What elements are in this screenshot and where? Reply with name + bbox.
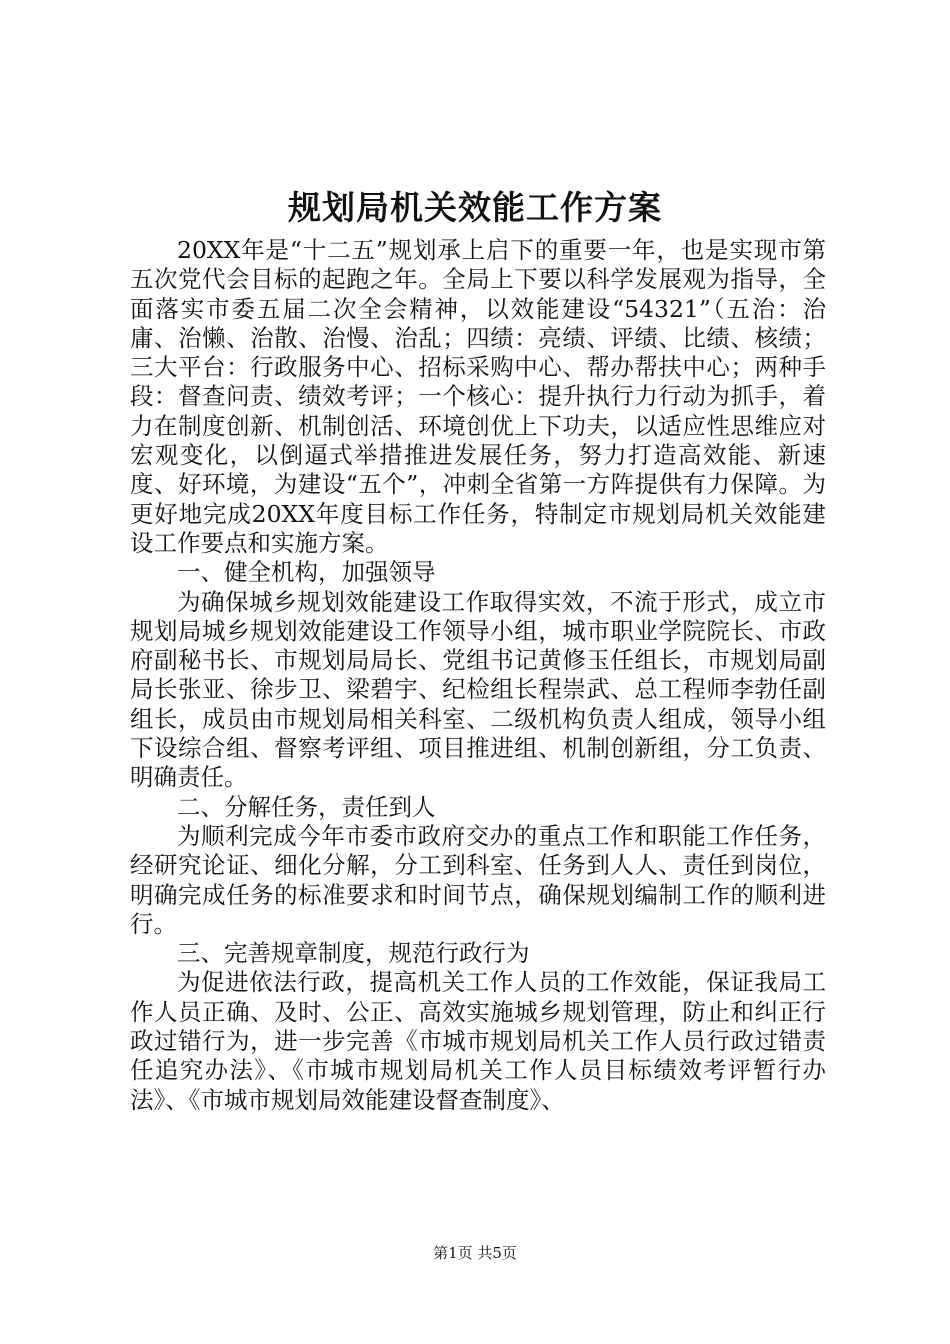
paragraph-intro: 20XX年是“十二五”规划承上启下的重要一年，也是实现市第五次党代会目标的起跑之年。全局上下要以科学发展观为指导，全面落实市委五届二次全会精神，以效能建设“54321”（五治：治庸、治懒、治散、治慢、治乱；四绩：亮绩、评绩、比绩、核绩；三大平台：行政服务中心、招标采购中心、帮办帮扶中心；两种手段：督查问责、绩效考评；一个核心：提升执行力行动为抓手，着力在制度创新、机制创活、环境创优上下功夫，以适应性思维应对宏观变化，以倒逼式举措推进发展任务，努力打造高效能、新速度、好环境，为建设“五个”，冲刺全省第一方阵提供有力保障。为更好地完成20XX年度目标工作任务，特制定市规划局机关效能建设工作要点和实施方案。	[130, 236, 826, 557]
document-body	[130, 236, 826, 1115]
section-heading-2: 二、分解任务，责任到人	[177, 792, 436, 821]
section-heading-3: 三、完善规章制度，规范行政行为	[177, 939, 530, 968]
paragraph-section-3: 为促进依法行政，提高机关工作人员的工作效能，保证我局工作人员正确、及时、公正、高效实施城乡规划管理，防止和纠正行政过错行为，进一步完善《市城市规划局机关工作人员行政过错责任追究办法》、《市城市规划局机关工作人员目标绩效考评暂行办法》、《市城市规划局效能建设督查制度》、	[130, 968, 826, 1114]
page-number-footer: 第1页 共5页	[433, 1244, 517, 1262]
paragraph-section-1: 为确保城乡规划效能建设工作取得实效，不流于形式，成立市规划局城乡规划效能建设工作领导小组，城市职业学院院长、市政府副秘书长、市规划局局长、党组书记黄修玉任组长，市规划局副局长张亚、徐步卫、梁碧宇、纪检组长程崇武、总工程师李勃任副组长，成员由市规划局相关科室、二级机构负责人组成，领导小组下设综合组、督察考评组、项目推进组、机制创新组，分工负责、明确责任。	[130, 587, 826, 792]
section-heading-1: 一、健全机构，加强领导	[177, 558, 436, 587]
document-title: 规划局机关效能工作方案	[288, 188, 662, 227]
paragraph-section-2: 为顺利完成今年市委市政府交办的重点工作和职能工作任务，经研究论证、细化分解，分工到科室、任务到人人、责任到岗位，明确完成任务的标准要求和时间节点，确保规划编制工作的顺利进行。	[130, 821, 826, 938]
